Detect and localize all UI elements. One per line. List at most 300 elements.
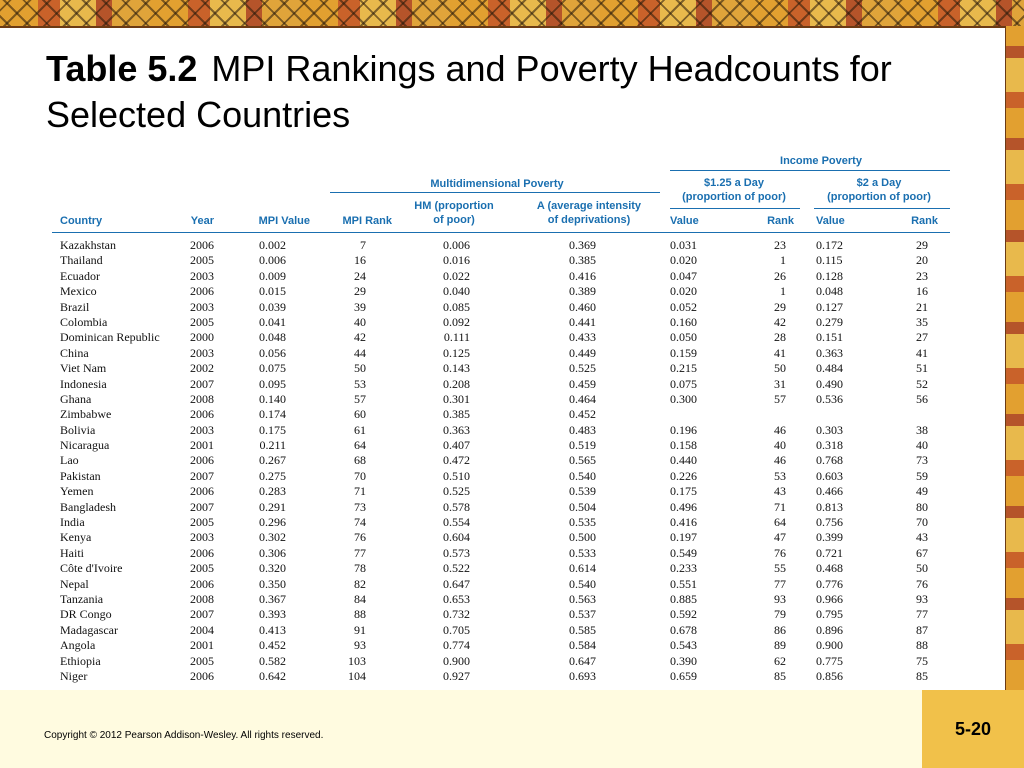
cell-125-rank: 46 xyxy=(774,422,786,437)
table-row xyxy=(52,284,950,299)
cell-2-value: 0.172 xyxy=(816,238,843,252)
cell-125-value: 0.215 xyxy=(670,361,697,376)
cell-hm: 0.016 xyxy=(443,253,470,268)
cell-a: 0.500 xyxy=(569,530,596,545)
cell-125-rank: 71 xyxy=(774,499,786,514)
table-row xyxy=(52,561,950,576)
cell-hm: 0.578 xyxy=(443,499,470,514)
cell-mpi-value: 0.015 xyxy=(259,284,286,299)
cell-125-value: 0.549 xyxy=(670,545,697,560)
cell-country: Nicaragua xyxy=(60,438,110,453)
cell-mpi-value: 0.302 xyxy=(259,530,286,545)
cell-mpi-rank: 60 xyxy=(354,407,366,422)
cell-125-value: 0.196 xyxy=(670,422,697,437)
table-row xyxy=(52,469,950,484)
cell-125-rank: 53 xyxy=(774,468,786,483)
cell-125-rank: 1 xyxy=(780,284,786,299)
cell-a: 0.535 xyxy=(569,515,596,530)
page-number: 5-20 xyxy=(922,690,1024,768)
cell-125-value: 0.020 xyxy=(670,253,697,268)
cell-2-value: 0.318 xyxy=(816,438,843,453)
cell-a: 0.584 xyxy=(569,638,596,653)
cell-125-value: 0.592 xyxy=(670,607,697,622)
cell-a: 0.504 xyxy=(569,499,596,514)
cell-hm: 0.573 xyxy=(443,545,470,560)
table-row xyxy=(52,377,950,392)
cell-125-rank: 89 xyxy=(774,638,786,653)
header-income-poverty: Income Poverty xyxy=(780,155,862,167)
cell-2-rank: 59 xyxy=(916,468,928,483)
cell-mpi-rank: 53 xyxy=(354,376,366,391)
cell-2-value: 0.776 xyxy=(816,576,843,591)
cell-125-value: 0.075 xyxy=(670,376,697,391)
cell-hm: 0.208 xyxy=(443,376,470,391)
cell-125-rank: 76 xyxy=(774,545,786,560)
cell-mpi-rank: 29 xyxy=(354,284,366,299)
cell-year: 2006 xyxy=(190,284,214,299)
cell-2-rank: 85 xyxy=(916,668,928,683)
cell-country: Ghana xyxy=(60,391,92,406)
cell-2-rank: 41 xyxy=(916,345,928,360)
cell-country: Dominican Republic xyxy=(60,330,160,345)
cell-mpi-rank: 44 xyxy=(354,345,366,360)
cell-2-rank: 75 xyxy=(916,653,928,668)
cell-hm: 0.125 xyxy=(443,345,470,360)
cell-2-value: 0.127 xyxy=(816,299,843,314)
cell-year: 2005 xyxy=(190,561,214,576)
cell-125-rank: 64 xyxy=(774,515,786,530)
cell-mpi-rank: 64 xyxy=(354,438,366,453)
table-row xyxy=(52,638,950,653)
cell-mpi-value: 0.296 xyxy=(259,515,286,530)
cell-year: 2003 xyxy=(190,530,214,545)
cell-a: 0.452 xyxy=(569,407,596,422)
cell-2-value: 0.115 xyxy=(816,253,843,268)
cell-hm: 0.040 xyxy=(443,284,470,299)
cell-mpi-rank: 42 xyxy=(354,330,366,345)
cell-125-value: 0.416 xyxy=(670,515,697,530)
cell-year: 2005 xyxy=(190,515,214,530)
cell-mpi-rank: 70 xyxy=(354,468,366,483)
cell-2-value: 0.795 xyxy=(816,607,843,622)
cell-125-value: 0.543 xyxy=(670,638,697,653)
cell-mpi-value: 0.393 xyxy=(259,607,286,622)
cell-2-value: 0.484 xyxy=(816,361,843,376)
title-text: MPI Rankings and Poverty Headcounts for Selected Countries xyxy=(46,48,892,135)
cell-125-value: 0.885 xyxy=(670,591,697,606)
cell-year: 2008 xyxy=(190,391,214,406)
cell-country: Niger xyxy=(60,668,88,683)
table-row xyxy=(52,592,950,607)
col-mpi-value: MPI Value xyxy=(258,215,310,227)
cell-year: 2006 xyxy=(190,576,214,591)
cell-2-value: 0.813 xyxy=(816,499,843,514)
cell-mpi-value: 0.002 xyxy=(259,238,286,252)
cell-year: 2008 xyxy=(190,591,214,606)
cell-2-rank: 56 xyxy=(916,391,928,406)
cell-a: 0.563 xyxy=(569,591,596,606)
cell-125-value: 0.158 xyxy=(670,438,697,453)
cell-a: 0.614 xyxy=(569,561,596,576)
cell-a: 0.647 xyxy=(569,653,596,668)
cell-2-rank: 50 xyxy=(916,561,928,576)
cell-country: Angola xyxy=(60,638,96,653)
cell-mpi-value: 0.075 xyxy=(259,361,286,376)
table-row xyxy=(52,623,950,638)
cell-hm: 0.092 xyxy=(443,314,470,329)
cell-country: Viet Nam xyxy=(60,361,107,376)
cell-year: 2001 xyxy=(190,638,214,653)
title-number: Table 5.2 xyxy=(46,48,198,89)
col-2-value: Value xyxy=(816,215,845,227)
cell-125-value: 0.159 xyxy=(670,345,697,360)
cell-mpi-rank: 93 xyxy=(354,638,366,653)
cell-mpi-rank: 74 xyxy=(354,515,366,530)
cell-125-value: 0.047 xyxy=(670,268,697,283)
cell-hm: 0.111 xyxy=(443,330,470,345)
cell-year: 2005 xyxy=(190,314,214,329)
cell-mpi-rank: 57 xyxy=(354,391,366,406)
cell-year: 2006 xyxy=(190,238,214,252)
cell-hm: 0.647 xyxy=(443,576,470,591)
cell-hm: 0.732 xyxy=(443,607,470,622)
cell-mpi-rank: 68 xyxy=(354,453,366,468)
cell-125-rank: 57 xyxy=(774,391,786,406)
cell-country: Bolivia xyxy=(60,422,96,437)
table-row xyxy=(52,453,950,468)
cell-125-value: 0.226 xyxy=(670,468,697,483)
cell-125-rank: 40 xyxy=(774,438,786,453)
cell-country: Indonesia xyxy=(60,376,107,391)
cell-125-rank: 50 xyxy=(774,361,786,376)
cell-125-value: 0.197 xyxy=(670,530,697,545)
cell-125-rank: 43 xyxy=(774,484,786,499)
cell-country: Yemen xyxy=(60,484,94,499)
cell-mpi-rank: 88 xyxy=(354,607,366,622)
col-125-value: Value xyxy=(670,215,699,227)
cell-mpi-value: 0.367 xyxy=(259,591,286,606)
cell-2-value: 0.490 xyxy=(816,376,843,391)
cell-2-rank: 88 xyxy=(916,638,928,653)
col-mpi-rank: MPI Rank xyxy=(342,215,392,227)
cell-year: 2006 xyxy=(190,453,214,468)
cell-2-value: 0.856 xyxy=(816,668,843,683)
cell-year: 2007 xyxy=(190,468,214,483)
cell-mpi-value: 0.350 xyxy=(259,576,286,591)
cell-year: 2007 xyxy=(190,376,214,391)
cell-hm: 0.705 xyxy=(443,622,470,637)
cell-125-rank: 77 xyxy=(774,576,786,591)
cell-2-rank: 27 xyxy=(916,330,928,345)
cell-a: 0.369 xyxy=(569,238,596,252)
cell-2-value: 0.466 xyxy=(816,484,843,499)
cell-hm: 0.525 xyxy=(443,484,470,499)
slide-title xyxy=(46,46,976,138)
cell-mpi-rank: 76 xyxy=(354,530,366,545)
cell-a: 0.525 xyxy=(569,361,596,376)
header-125-a-day: $1.25 a Day (proportion of poor) xyxy=(682,177,786,203)
cell-mpi-rank: 103 xyxy=(348,653,366,668)
cell-125-rank: 93 xyxy=(774,591,786,606)
cell-mpi-value: 0.283 xyxy=(259,484,286,499)
cell-hm: 0.522 xyxy=(443,561,470,576)
cell-2-rank: 93 xyxy=(916,591,928,606)
cell-year: 2002 xyxy=(190,361,214,376)
decorative-border-top xyxy=(0,0,1024,28)
cell-mpi-value: 0.582 xyxy=(259,653,286,668)
cell-2-rank: 38 xyxy=(916,422,928,437)
cell-a: 0.433 xyxy=(569,330,596,345)
cell-mpi-value: 0.175 xyxy=(259,422,286,437)
cell-2-value: 0.756 xyxy=(816,515,843,530)
table-row xyxy=(52,346,950,361)
col-2-rank: Rank xyxy=(911,215,938,227)
cell-mpi-value: 0.320 xyxy=(259,561,286,576)
cell-mpi-value: 0.140 xyxy=(259,391,286,406)
cell-a: 0.540 xyxy=(569,576,596,591)
cell-mpi-value: 0.275 xyxy=(259,468,286,483)
cell-mpi-value: 0.413 xyxy=(259,622,286,637)
table-row xyxy=(52,269,950,284)
table-row xyxy=(52,530,950,545)
cell-2-value: 0.536 xyxy=(816,391,843,406)
cell-125-rank: 85 xyxy=(774,668,786,683)
table-row xyxy=(52,515,950,530)
cell-mpi-value: 0.211 xyxy=(259,438,286,453)
cell-125-value: 0.551 xyxy=(670,576,697,591)
cell-2-rank: 35 xyxy=(916,314,928,329)
cell-year: 2003 xyxy=(190,299,214,314)
table-row xyxy=(52,607,950,622)
cell-2-rank: 40 xyxy=(916,438,928,453)
cell-hm: 0.900 xyxy=(443,653,470,668)
cell-125-rank: 29 xyxy=(774,299,786,314)
cell-2-rank: 43 xyxy=(916,530,928,545)
cell-country: Thailand xyxy=(60,253,103,268)
cell-mpi-value: 0.306 xyxy=(259,545,286,560)
cell-125-value: 0.050 xyxy=(670,330,697,345)
cell-a: 0.449 xyxy=(569,345,596,360)
cell-2-value: 0.603 xyxy=(816,468,843,483)
cell-a: 0.585 xyxy=(569,622,596,637)
cell-mpi-value: 0.056 xyxy=(259,345,286,360)
cell-2-rank: 20 xyxy=(916,253,928,268)
copyright: Copyright © 2012 Pearson Addison-Wesley. All rights reserved. xyxy=(44,730,324,741)
cell-125-rank: 26 xyxy=(774,268,786,283)
cell-hm: 0.554 xyxy=(443,515,470,530)
cell-mpi-rank: 61 xyxy=(354,422,366,437)
cell-hm: 0.301 xyxy=(443,391,470,406)
cell-mpi-rank: 24 xyxy=(354,268,366,283)
cell-mpi-rank: 78 xyxy=(354,561,366,576)
cell-year: 2003 xyxy=(190,345,214,360)
cell-country: Haiti xyxy=(60,545,84,560)
cell-country: Brazil xyxy=(60,299,90,314)
cell-hm: 0.472 xyxy=(443,453,470,468)
cell-hm: 0.022 xyxy=(443,268,470,283)
cell-year: 2005 xyxy=(190,253,214,268)
cell-2-value: 0.900 xyxy=(816,638,843,653)
cell-hm: 0.604 xyxy=(443,530,470,545)
cell-year: 2006 xyxy=(190,407,214,422)
table-row xyxy=(52,577,950,592)
table-row xyxy=(52,238,950,253)
table-row xyxy=(52,669,950,684)
cell-a: 0.519 xyxy=(569,438,596,453)
header-rule xyxy=(670,170,950,171)
cell-2-rank: 76 xyxy=(916,576,928,591)
cell-mpi-value: 0.006 xyxy=(259,253,286,268)
cell-country: Ecuador xyxy=(60,268,100,283)
cell-125-rank: 79 xyxy=(774,607,786,622)
cell-country: Kenya xyxy=(60,530,92,545)
cell-mpi-value: 0.174 xyxy=(259,407,286,422)
cell-mpi-rank: 50 xyxy=(354,361,366,376)
header-2-a-day: $2 a Day (proportion of poor) xyxy=(827,177,931,203)
cell-mpi-value: 0.009 xyxy=(259,268,286,283)
table-row xyxy=(52,253,950,268)
cell-125-value: 0.233 xyxy=(670,561,697,576)
table-row xyxy=(52,546,950,561)
cell-mpi-rank: 84 xyxy=(354,591,366,606)
cell-2-value: 0.151 xyxy=(816,330,843,345)
cell-2-rank: 49 xyxy=(916,484,928,499)
cell-2-value: 0.399 xyxy=(816,530,843,545)
table-row xyxy=(52,407,950,422)
cell-mpi-value: 0.048 xyxy=(259,330,286,345)
cell-year: 2006 xyxy=(190,545,214,560)
col-hm: HM (proportion of poor) xyxy=(414,200,494,226)
cell-country: Kazakhstan xyxy=(60,238,116,252)
table-row xyxy=(52,392,950,407)
cell-2-rank: 70 xyxy=(916,515,928,530)
cell-mpi-value: 0.095 xyxy=(259,376,286,391)
cell-2-rank: 87 xyxy=(916,622,928,637)
cell-125-rank: 55 xyxy=(774,561,786,576)
cell-country: Madagascar xyxy=(60,622,118,637)
header-bottom-rule xyxy=(52,232,950,233)
cell-125-rank: 1 xyxy=(780,253,786,268)
cell-2-value: 0.468 xyxy=(816,561,843,576)
cell-2-value: 0.363 xyxy=(816,345,843,360)
cell-2-value: 0.303 xyxy=(816,422,843,437)
cell-2-value: 0.128 xyxy=(816,268,843,283)
cell-mpi-rank: 104 xyxy=(348,668,366,683)
cell-a: 0.540 xyxy=(569,468,596,483)
cell-mpi-value: 0.041 xyxy=(259,314,286,329)
cell-year: 2003 xyxy=(190,268,214,283)
cell-country: Côte d'Ivoire xyxy=(60,561,123,576)
cell-mpi-rank: 73 xyxy=(354,499,366,514)
cell-125-rank: 28 xyxy=(774,330,786,345)
col-a: A (average intensity of deprivations) xyxy=(536,200,642,226)
cell-125-rank: 62 xyxy=(774,653,786,668)
cell-2-rank: 29 xyxy=(916,238,928,252)
cell-125-value: 0.031 xyxy=(670,238,697,252)
mpi-table xyxy=(52,150,950,690)
cell-a: 0.459 xyxy=(569,376,596,391)
cell-2-rank: 77 xyxy=(916,607,928,622)
cell-125-rank: 47 xyxy=(774,530,786,545)
cell-2-value: 0.048 xyxy=(816,284,843,299)
cell-125-value: 0.440 xyxy=(670,453,697,468)
cell-year: 2006 xyxy=(190,668,214,683)
cell-2-rank: 52 xyxy=(916,376,928,391)
cell-2-value: 0.721 xyxy=(816,545,843,560)
cell-a: 0.389 xyxy=(569,284,596,299)
col-year: Year xyxy=(190,215,214,227)
cell-hm: 0.510 xyxy=(443,468,470,483)
cell-a: 0.441 xyxy=(569,314,596,329)
col-125-rank: Rank xyxy=(767,215,794,227)
decorative-border-right xyxy=(1005,26,1024,690)
table-row xyxy=(52,361,950,376)
cell-2-rank: 80 xyxy=(916,499,928,514)
cell-a: 0.565 xyxy=(569,453,596,468)
cell-2-value: 0.279 xyxy=(816,314,843,329)
footer-band xyxy=(0,690,1024,768)
cell-mpi-rank: 7 xyxy=(360,238,366,252)
cell-a: 0.416 xyxy=(569,268,596,283)
cell-year: 2007 xyxy=(190,499,214,514)
cell-2-rank: 23 xyxy=(916,268,928,283)
header-rule xyxy=(330,192,660,193)
cell-mpi-value: 0.039 xyxy=(259,299,286,314)
cell-mpi-rank: 82 xyxy=(354,576,366,591)
cell-a: 0.539 xyxy=(569,484,596,499)
table-row xyxy=(52,438,950,453)
cell-country: Zimbabwe xyxy=(60,407,112,422)
table-row xyxy=(52,315,950,330)
cell-hm: 0.085 xyxy=(443,299,470,314)
cell-country: Ethiopia xyxy=(60,653,101,668)
cell-2-rank: 16 xyxy=(916,284,928,299)
cell-a: 0.460 xyxy=(569,299,596,314)
cell-2-rank: 21 xyxy=(916,299,928,314)
cell-hm: 0.774 xyxy=(443,638,470,653)
table-row xyxy=(52,500,950,515)
cell-mpi-rank: 71 xyxy=(354,484,366,499)
cell-125-value: 0.175 xyxy=(670,484,697,499)
cell-hm: 0.653 xyxy=(443,591,470,606)
table-row xyxy=(52,300,950,315)
cell-125-value: 0.678 xyxy=(670,622,697,637)
cell-country: Tanzania xyxy=(60,591,104,606)
cell-125-value: 0.300 xyxy=(670,391,697,406)
cell-125-value: 0.390 xyxy=(670,653,697,668)
cell-125-value: 0.020 xyxy=(670,284,697,299)
cell-125-rank: 31 xyxy=(774,376,786,391)
cell-year: 2001 xyxy=(190,438,214,453)
table-row xyxy=(52,330,950,345)
cell-country: Lao xyxy=(60,453,79,468)
cell-2-value: 0.896 xyxy=(816,622,843,637)
table-row xyxy=(52,423,950,438)
cell-hm: 0.006 xyxy=(443,238,470,252)
cell-2-value: 0.768 xyxy=(816,453,843,468)
cell-a: 0.693 xyxy=(569,668,596,683)
cell-country: India xyxy=(60,515,85,530)
cell-a: 0.537 xyxy=(569,607,596,622)
cell-125-rank: 41 xyxy=(774,345,786,360)
cell-year: 2007 xyxy=(190,607,214,622)
cell-mpi-rank: 77 xyxy=(354,545,366,560)
cell-mpi-value: 0.291 xyxy=(259,499,286,514)
header-multidimensional: Multidimensional Poverty xyxy=(430,178,564,190)
cell-125-value: 0.496 xyxy=(670,499,697,514)
cell-mpi-rank: 91 xyxy=(354,622,366,637)
cell-hm: 0.363 xyxy=(443,422,470,437)
